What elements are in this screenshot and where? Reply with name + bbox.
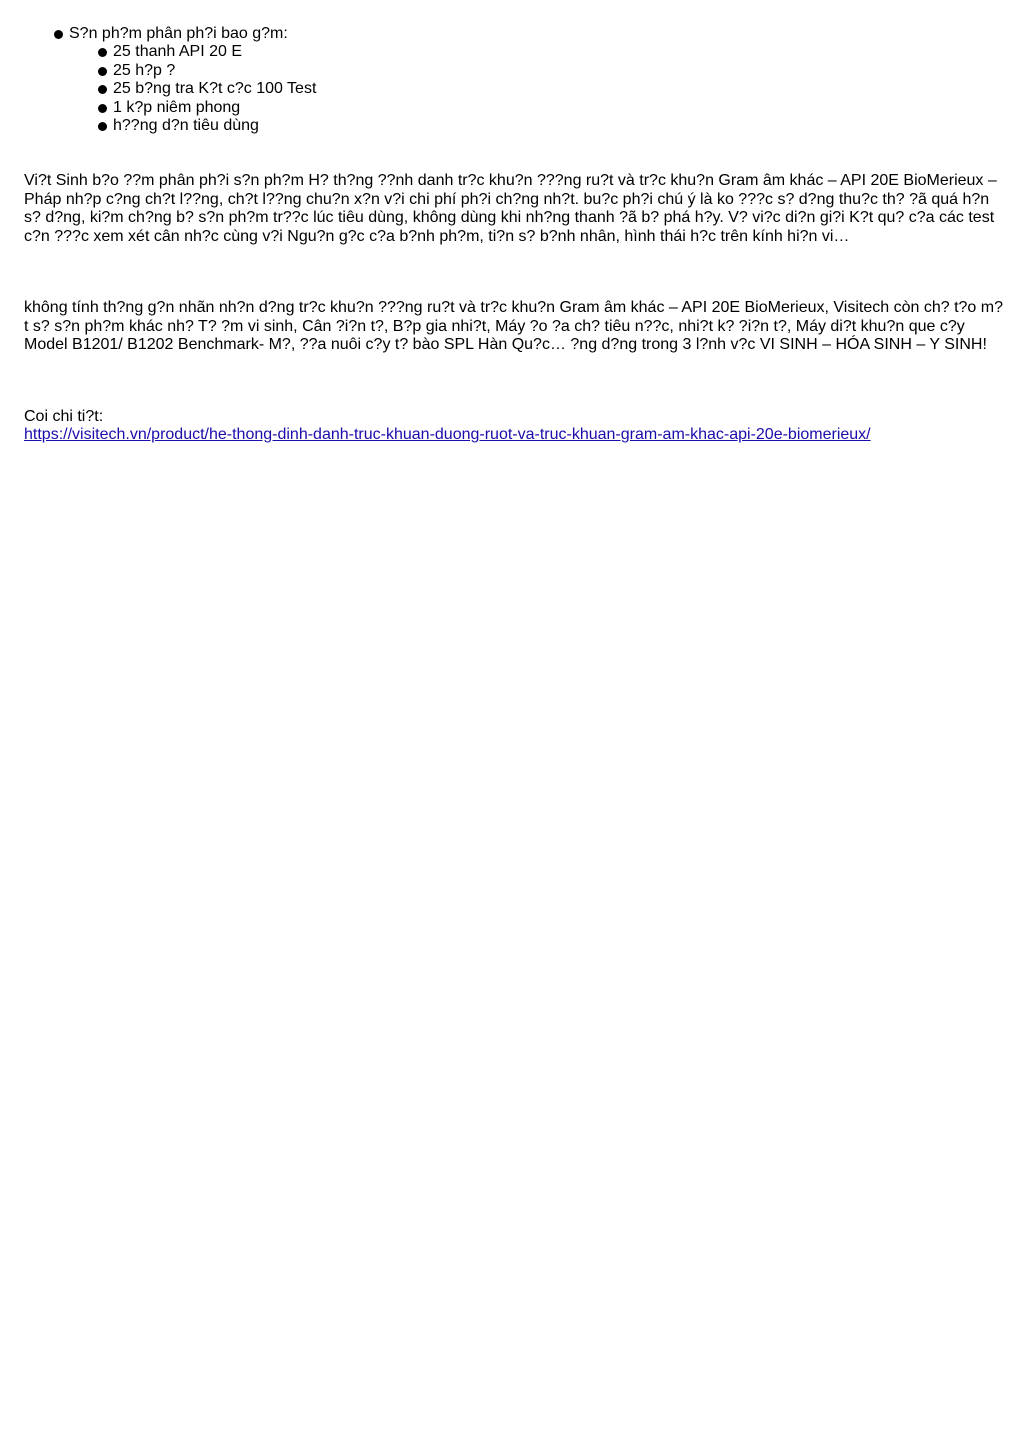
bullet-icon — [98, 85, 107, 94]
bullet-icon — [98, 48, 107, 57]
list-item-text: 25 b?ng tra K?t c?c 100 Test — [113, 80, 317, 97]
bullet-icon — [98, 122, 107, 131]
list-item-text: 25 thanh API 20 E — [113, 43, 242, 60]
details-link[interactable]: https://visitech.vn/product/he-thong-dinh-danh-truc-khuan-duong-ruot-va-truc-khuan-gram-am-khac-api-20e-biomerieux/ — [24, 426, 871, 443]
list-item — [98, 62, 175, 81]
list-item — [98, 80, 316, 99]
bullet-icon — [54, 30, 63, 39]
paragraph-product-description: Vi?t Sinh b?o ??m phân ph?i s?n ph?m H? th?ng ??nh danh tr?c khu?n ???ng ru?t và tr?c khu?n Gram âm khác – API 20E BioMerieux – Pháp nh?p c?ng ch?t l??ng, ch?t l??ng chu?n x?n v?i chi phí ph?i ch?ng nh?t. bu?c ph?i chú ý là ko ???c s? d?ng thu?c th? ?ã quá h?n s? d?ng, ki?m ch?ng b? s?n ph?m tr??c lúc tiêu dùng, không dùng khi nh?ng thanh ?ã b? phá h?y. V? vi?c di?n gi?i K?t qu? c?a các test c?n ???c xem xét cân nh?c cùng v?i Ngu?n g?c c?a b?nh ph?m, ti?n s? b?nh nhân, hình thái h?c trên kính hi?n vi… — [24, 172, 997, 245]
details-label: Coi chi ti?t: — [24, 408, 104, 425]
list-item-text: 1 k?p niêm phong — [113, 99, 241, 116]
list-item-text: h??ng d?n tiêu dùng — [113, 117, 259, 134]
list-item — [98, 117, 259, 136]
list-heading-row — [54, 25, 288, 44]
list-item — [98, 99, 240, 118]
paragraph-other-products: không tính th?ng g?n nhãn nh?n d?ng tr?c khu?n ???ng ru?t và tr?c khu?n Gram âm khác – API 20E BioMerieux, Visitech còn ch? t?o m?t s? s?n ph?m khác nh? T? ?m vi sinh, Cân ?i?n t?, B?p gia nhi?t, Máy ?o ?a ch? tiêu n??c, nhi?t k? ?i?n t?, Máy di?t khu?n que c?y Model B1201/ B1202 Benchmark- M?, ??a nuôi c?y t? bào SPL Hàn Qu?c… ?ng d?ng trong 3 l?nh v?c VI SINH – HÓA SINH – Y SINH! — [24, 299, 1003, 354]
list-heading: S?n ph?m phân ph?i bao g?m: — [69, 25, 288, 42]
bullet-icon — [98, 104, 107, 113]
bullet-icon — [98, 67, 107, 76]
list-item — [98, 43, 242, 62]
list-item-text: 25 h?p ? — [113, 62, 176, 79]
